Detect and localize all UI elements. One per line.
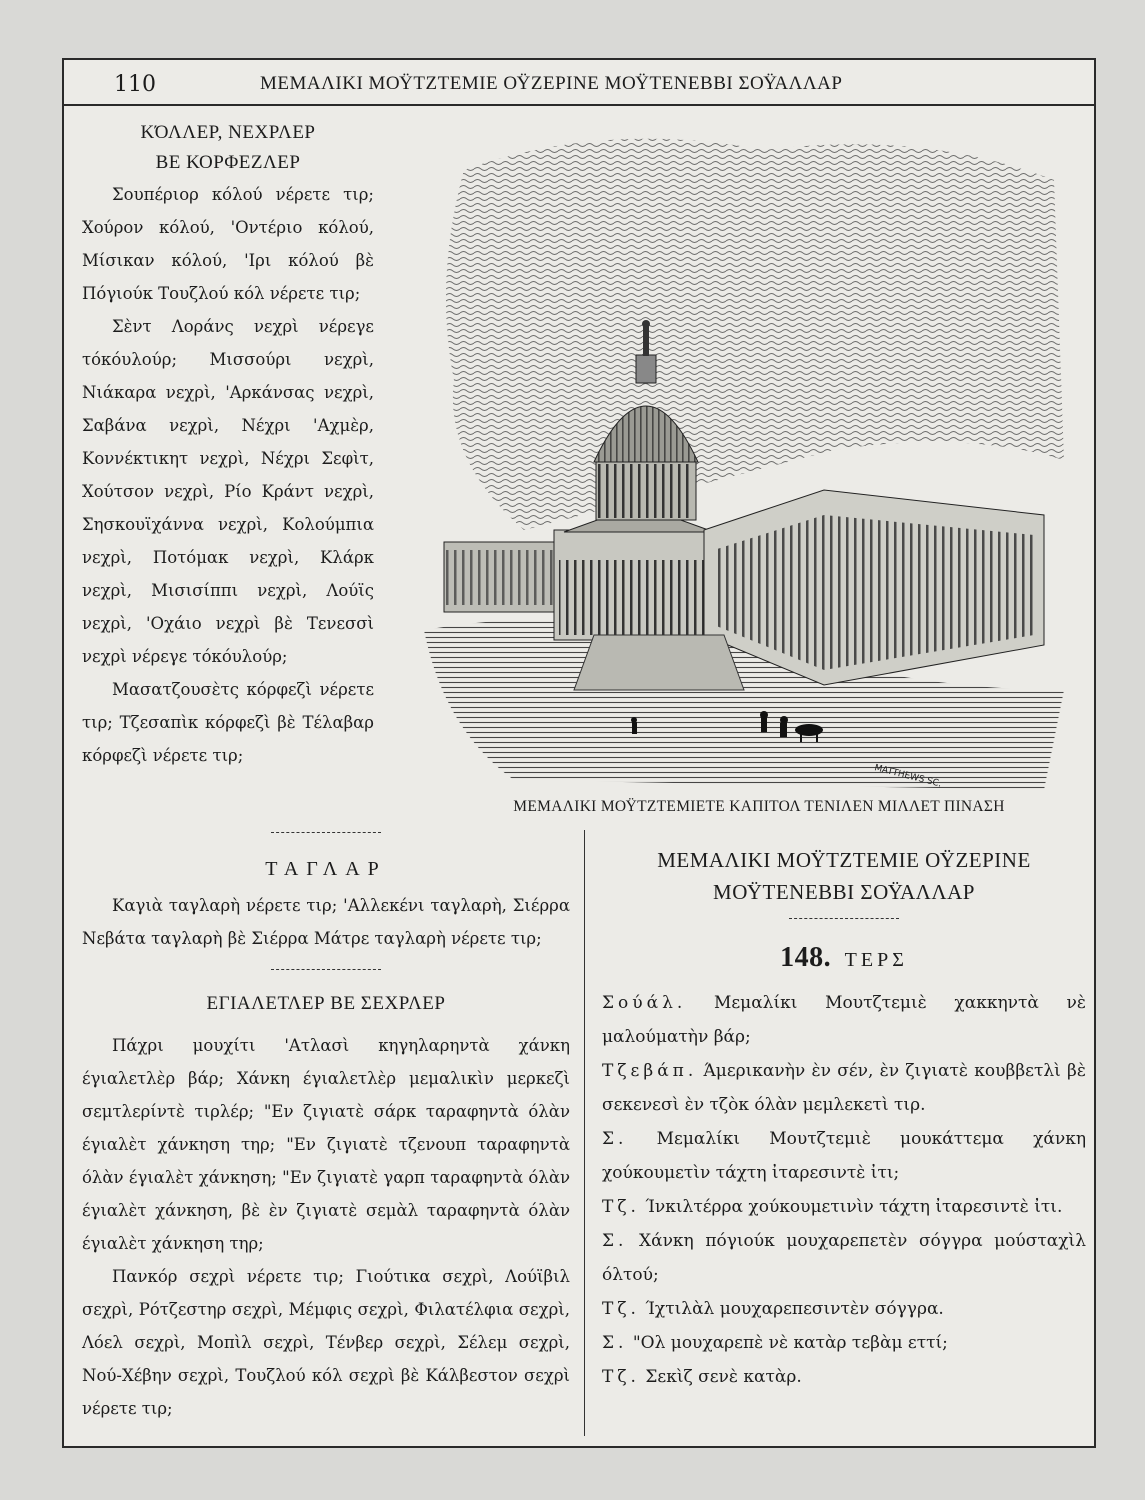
qa-item	[602, 1190, 1086, 1224]
book-page	[62, 58, 1096, 1448]
qa-item	[602, 986, 1086, 1054]
sky-clouds	[446, 139, 1064, 530]
left-bottom-column	[82, 830, 570, 1425]
catechism-title-line: ΜΟΫΤΕΝΕΒΒΙ ΣΟΫΑΛΛΑΡ	[713, 880, 975, 904]
lakes-rivers-section	[82, 118, 374, 772]
column-divider	[584, 830, 585, 1436]
qa-text: Ίνκιλτέρρα χούκουμετινὶν τάχτη ἰταρεσιντὲ ἰτι.	[645, 1197, 1063, 1217]
page-number: 110	[114, 72, 156, 97]
qa-item	[602, 1054, 1086, 1122]
ornament-divider	[789, 918, 899, 920]
catechism-column	[602, 830, 1086, 1394]
running-title: ΜΕΜΑΛΙΚΙ ΜΟΫΤΖΤΕΜΙΕ ΟΫΖΕΡΙΝΕ ΜΟΫΤΕΝΕΒΒΙ ΣΟΫΑΛΛΑΡ	[260, 73, 843, 94]
qa-label: Σούάλ.	[602, 993, 687, 1013]
ornament-divider	[271, 832, 381, 834]
paragraph: Μασατζουσὲτς κόρφεζὶ νέρετε τιρ; Τζεσαπὶκ κόρφεζὶ βὲ Τέλαβαρ κόρφεζὶ νέρετε τιρ;	[82, 680, 374, 765]
qa-text: Μεμαλίκι Μουτζτεμιὲ μουκάττεμα χάνκη χούκουμετὶν τάχτη ἰταρεσιντὲ ἰτι;	[602, 1129, 1087, 1183]
qa-label: Τζεβάπ.	[602, 1061, 698, 1081]
qa-item	[602, 1292, 1086, 1326]
catechism-title-line: ΜΕΜΑΛΙΚΙ ΜΟΫΤΖΤΕΜΙΕ ΟΫΖΕΡΙΝΕ	[657, 848, 1031, 872]
qa-item	[602, 1360, 1086, 1394]
qa-label: Σ.	[602, 1129, 628, 1149]
qa-text: "Ολ μουχαρεπὲ νὲ κατὰρ τεβὰμ εττί;	[632, 1333, 948, 1353]
qa-label: Τζ.	[602, 1367, 640, 1387]
qa-text: Χάνκη πόγιούκ μουχαρεπετὲν σόγγρα μούσταχὶλ όλτού;	[602, 1231, 1086, 1285]
qa-item	[602, 1122, 1086, 1190]
qa-label: Σ.	[602, 1231, 628, 1251]
qa-item	[602, 1326, 1086, 1360]
mountains-title: ΤΑΓΛΑΡ	[265, 858, 387, 880]
qa-text: Άμερικανὴν ὲν σέν, ὲν ζιγιατὲ κουββετλὶ βὲ σεκενεσὶ ὲν τζὸκ όλὰν μεμλεκετὶ τιρ.	[602, 1061, 1087, 1115]
engraver-signature: MATTHEWS SC.	[873, 763, 943, 790]
paragraph: Σὲντ Λοράνς νεχρὶ νέρεγε τόκόυλούρ; Μισσούρι νεχρὶ, Νιάκαρα νεχρὶ, 'Αρκάνσας νεχρὶ, Σαβάνα νεχρὶ, Νέχρι 'Αχμὲρ, Κοννέκτικητ νεχρὶ, Νέχρι Σεφὶτ, Χούτσον νεχρὶ, Ρίο Κράντ νεχρὶ, Σησκουϊχάννα νεχρὶ, Κολούμπια νεχρὶ, Ποτόμακ νεχρὶ, Κλάρκ νεχρὶ, Μισισίππι νεχρὶ, Λούϊς νεχρὶ, 'Οχάιο νεχρὶ βὲ Τενεσσὶ νεχρὶ νέρεγε τόκόυλούρ;	[82, 317, 374, 666]
paragraph: Καγιὰ ταγλαρὴ νέρετε τιρ; 'Αλλεκένι ταγλαρὴ, Σιέρρα Νεβάτα ταγλαρὴ βὲ Σιέρρα Μάτρε ταγλαρὴ νέρετε τιρ;	[82, 896, 570, 948]
qa-text: Ίχτιλὰλ μουχαρεπεσιντὲν σόγγρα.	[645, 1299, 944, 1319]
qa-label: Τζ.	[602, 1299, 640, 1319]
qa-text: Σεκὶζ σενὲ κατὰρ.	[645, 1367, 802, 1387]
page-header	[64, 60, 1094, 106]
qa-label: Τζ.	[602, 1197, 640, 1217]
paragraph: Πανκόρ σεχρὶ νέρετε τιρ; Γιούτικα σεχρὶ, Λούϊβιλ σεχρὶ, Ρότζεστηρ σεχρὶ, Μέμφις σεχρὶ, Φιλατέλφια σεχρὶ, Λόελ σεχρὶ, Μοπὶλ σεχρὶ, Τένβερ σεχρὶ, Σέλεμ σεχρὶ, Νού-Χέβην σεχρὶ, Τουζλού κόλ σεχρὶ βὲ Κάλβεστον σεχρὶ νέρετε τιρ;	[82, 1267, 570, 1418]
paragraph: Σουπέριορ κόλού νέρετε τιρ; Χούρον κόλού, 'Οντέριο κόλού, Μίσικαν κόλού, 'Ιρι κόλού βὲ Πόγιούκ Τουζλού κόλ νέρετε τιρ;	[82, 185, 374, 303]
qa-label: Σ.	[602, 1333, 628, 1353]
section-title	[82, 118, 374, 178]
ornament-divider	[271, 969, 381, 971]
qa-list	[602, 986, 1086, 1394]
cities-title: ΕΓΙΑΛΕΤΛΕΡ ΒΕ ΣΕΧΡΛΕΡ	[206, 993, 446, 1014]
paragraph: Πάχρι μουχίτι 'Ατλασὶ κηγηλαρηντὰ χάνκη έγιαλετλὲρ βάρ; Χάνκη έγιαλετλὲρ μεμαλικὶν μερκεζὶ σεμτλερίντὲ τιρλέρ; "Εν ζιγιατὲ σάρκ ταραφηντὰ όλὰν έγιαλὲτ χάνκηση τηρ; "Εν ζιγιατὲ τζενουπ ταραφηντὰ όλὰν έγιαλὲτ χάνκηση; "Εν ζιγιατὲ γαρπ ταραφηντὰ όλὰν έγιαλὲτ χάνκηση, βὲ ὲν ζιγιατὲ σεμὰλ ταραφηντὰ όλὰν έγιαλὲτ χάνκηση τηρ;	[82, 1036, 570, 1253]
capitol-engraving	[404, 130, 1084, 790]
qa-item	[602, 1224, 1086, 1292]
lesson-number: 148.	[780, 942, 832, 973]
lesson-heading	[602, 942, 1086, 974]
lesson-label: ΤΕΡΣ	[844, 949, 908, 971]
section-title-line: ΒΕ ΚΟΡΦΕΖΛΕΡ	[155, 152, 301, 173]
figure-caption: ΜΕΜΑΛΙΚΙ ΜΟΫΤΖΤΕΜΙΕΤΕ ΚΑΠΙΤΟΛ ΤΕΝΙΛΕΝ ΜΙΛΛΕΤ ΠΙΝΑΣΗ	[513, 798, 1005, 815]
qa-text: Μεμαλίκι Μουτζτεμιὲ χακκηντὰ νὲ μαλούματὴν βάρ;	[602, 993, 1086, 1047]
section-title-line: ΚΌΛΛΕΡ, ΝΕΧΡΛΕΡ	[140, 122, 316, 143]
catechism-title	[602, 844, 1086, 908]
